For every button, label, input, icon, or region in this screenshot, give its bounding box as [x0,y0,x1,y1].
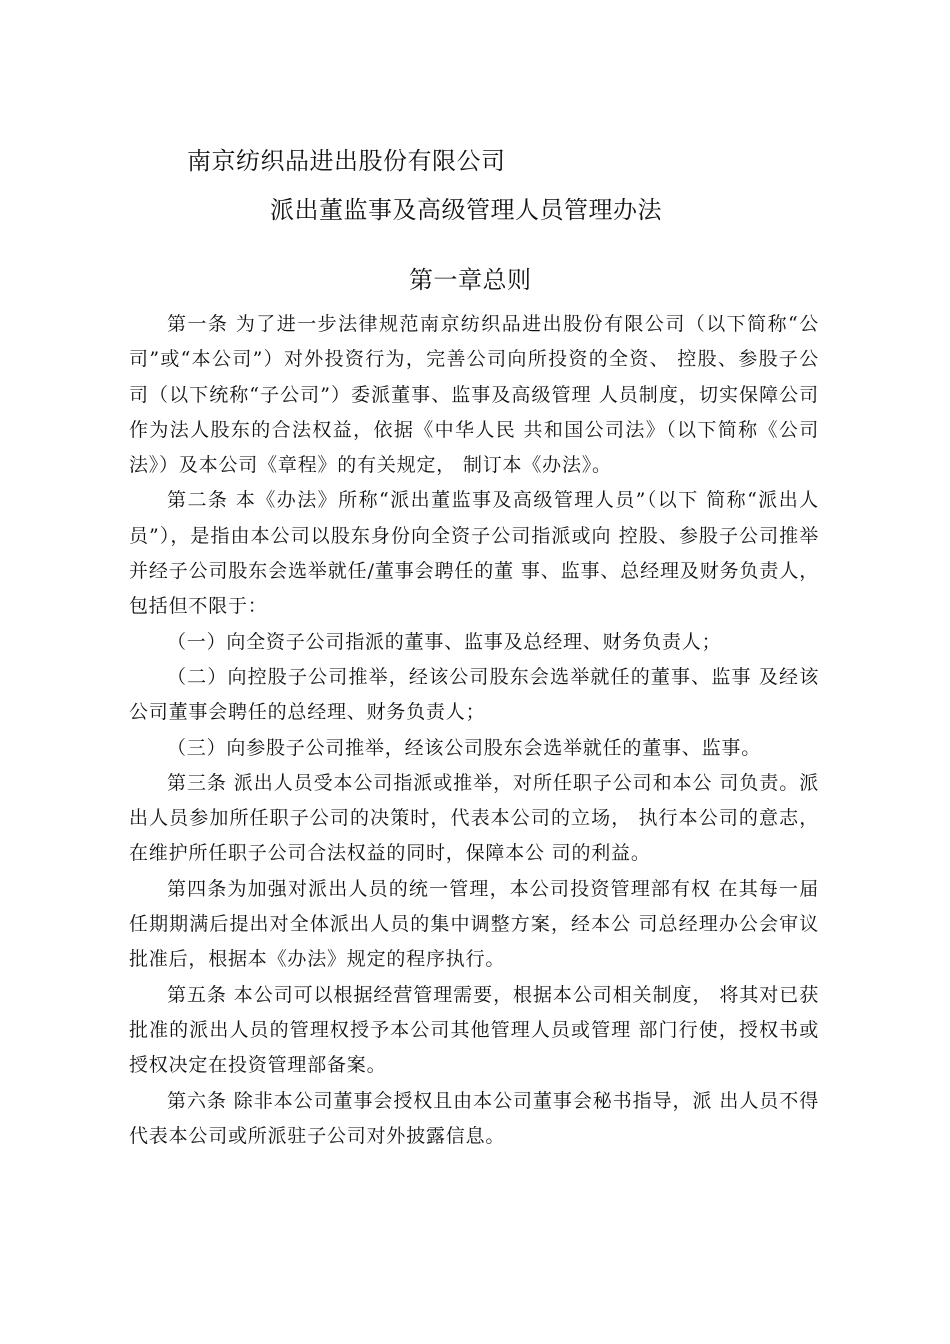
article-5: 第五条 本公司可以根据经营管理需要，根据本公司相关制度， 将其对已获批准的派出人员的管理权授予本公司其他管理人员或管理 部门行使，授权书或授权决定在投资管理部备案。 [129,983,819,1077]
company-title: 南京纺织品进出股份有限公司 [187,147,506,175]
article-2-item-1: （一）向全资子公司指派的董事、监事及总经理、财务负责人； [167,630,722,653]
article-3: 第三条 派出人员受本公司指派或推举，对所任职子公司和本公 司负责。派出人员参加所任职子公司的决策时，代表本公司的立场， 执行本公司的意志，在维护所任职子公司合法权益的同时，保障本公 司的利益。 [129,771,819,865]
article-1: 第一条 为了进一步法律规范南京纺织品进出股份有限公司（以下简称“公司”或“本公司”）对外投资行为，完善公司向所投资的全资、 控股、参股子公司（以下统称“子公司”）委派董事、监事及高级管理 人员制度，切实保障公司作为法人股东的合法权益，依据《中华人民 共和国公司法》（以下简称《公司法》）及本公司《章程》的有关规定， 制订本《办法》。 [129,313,819,477]
document-title: 派出董监事及高级管理人员管理办法 [270,196,662,224]
chapter-title: 第一章总则 [409,266,532,294]
article-2: 第二条 本《办法》所称“派出董监事及高级管理人员”（以下 简称“派出人员”），是指由本公司以股东身份向全资子公司指派或向 控股、参股子公司推举并经子公司股东会选举就任/董事会聘任的董 事、监事、总经理及财务负责人，包括但不限于： [129,489,819,618]
article-2-item-3: （三）向参股子公司推举，经该公司股东会选举就任的董事、监事。 [167,736,762,759]
article-4: 第四条为加强对派出人员的统一管理，本公司投资管理部有权 在其每一届任期期满后提出对全体派出人员的集中调整方案，经本公 司总经理办公会审议批准后，根据本《办法》规定的程序执行。 [129,877,819,971]
document-body [129,307,819,1154]
article-6: 第六条 除非本公司董事会授权且由本公司董事会秘书指导，派 出人员不得代表本公司或所派驻子公司对外披露信息。 [129,1089,819,1147]
article-2-item-2: （二）向控股子公司推举，经该公司股东会选举就任的董事、监事 及经该公司董事会聘任的总经理、财务负责人； [129,665,819,724]
